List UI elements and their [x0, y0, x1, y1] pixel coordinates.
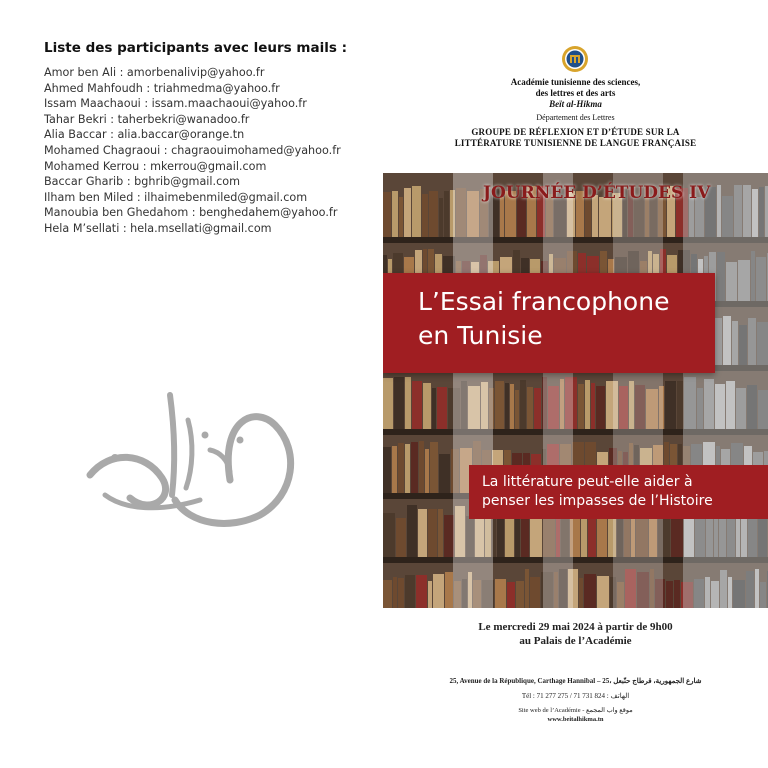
event-title-line2: en Tunisie — [418, 321, 543, 350]
participants-section — [44, 40, 374, 237]
participant-item: Manoubia ben Ghedahom : benghedahem@yahoo.fr — [44, 206, 338, 220]
journee-title: JOURNÉE D’ÉTUDES IV — [483, 183, 711, 203]
calligraphy-logo — [70, 380, 310, 540]
participant-item: Alia Baccar : alia.baccar@orange.tn — [44, 128, 245, 142]
participant-item: Amor ben Ali : amorbenalivip@yahoo.fr — [44, 66, 265, 79]
event-title-line1: L’Essai francophone — [418, 287, 670, 316]
department-name: Département des Lettres — [536, 113, 615, 122]
participant-item: Mohamed Chagraoui : chagraouimohamed@yahoo.fr — [44, 143, 341, 157]
flyer-section — [383, 0, 768, 768]
footer-address: 25, Avenue de la République, Carthage Hannibal – 25، شارع الجمهورية، قرطاج حنّبعل — [449, 677, 702, 685]
participant-item: Mohamed Kerrou : mkerrou@gmail.com — [44, 159, 267, 173]
title-banner — [383, 273, 715, 373]
academy-logo-icon — [561, 45, 589, 73]
participants-list — [44, 65, 374, 237]
event-poster — [383, 173, 768, 608]
bookshelf-image — [383, 173, 768, 608]
group-name: GROUPE DE RÉFLEXION ET D’ÉTUDE SUR LA LITTÉRATURE TUNISIENNE DE LANGUE FRANÇAISE — [454, 127, 697, 148]
footer-website-label: Site web de l’Académie - موقع واب المجمع — [518, 707, 633, 714]
event-subtitle-line2: penser les impasses de l’Histoire — [482, 493, 713, 509]
subtitle-banner — [469, 465, 768, 519]
event-subtitle-line1: La littérature peut-elle aider à — [482, 474, 693, 490]
participant-item: Hela M’sellati : hela.msellati@gmail.com — [44, 221, 272, 235]
footer-phone: Tél : 71 277 275 / 71 731 824 : الهاتف — [521, 692, 630, 700]
participant-item: Ahmed Mahfoudh : triahmedma@yahoo.fr — [44, 81, 280, 95]
participant-item: Tahar Bekri : taherbekri@wanadoo.fr — [44, 112, 250, 126]
event-date: Le mercredi 29 mai 2024 à partir de 9h00 au Palais de l’Académie — [478, 621, 673, 647]
participants-heading: Liste des participants avec leurs mails : — [44, 40, 347, 56]
participant-item: Issam Maachaoui : issam.maachaoui@yahoo.fr — [44, 97, 307, 111]
footer-website: www.beitalhikma.tn — [547, 716, 604, 723]
participant-item: Baccar Gharib : bghrib@gmail.com — [44, 175, 240, 189]
participant-item: Ilham ben Miled : ilhaimebenmiled@gmail.com — [44, 190, 308, 204]
academy-name: Académie tunisienne des sciences, des lettres et des arts Beït al-Hikma — [510, 77, 641, 109]
